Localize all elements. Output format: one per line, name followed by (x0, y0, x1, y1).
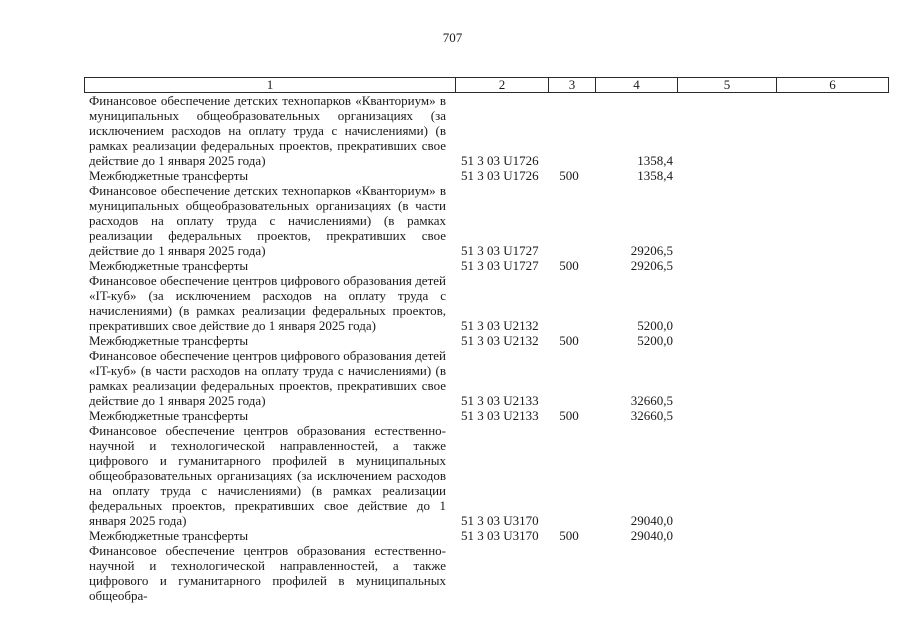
expense-code: 51 3 03 U2132 (461, 333, 539, 348)
column-6-cell (771, 408, 882, 423)
expense-code: 51 3 03 U1726 (461, 153, 539, 168)
expense-sum: 1358,4 (637, 168, 673, 183)
expense-name: Финансовое обеспечение центров цифрового образования детей «IT-куб» (за исключением расходов на оплату труда с начислениями) (в рамках реализации федеральных проектов, прекративших свое действие до 1 января 2025 года) (89, 273, 446, 333)
column-5-cell (673, 183, 771, 258)
column-6-cell (771, 183, 882, 258)
column-6-cell (771, 93, 882, 168)
expense-type: 500 (559, 258, 579, 273)
column-5-cell (673, 408, 771, 423)
expense-code: 51 3 03 U1726 (461, 168, 539, 183)
expense-sum: 5200,0 (637, 333, 673, 348)
table-row (84, 258, 882, 273)
table-row (84, 423, 882, 528)
expense-type (546, 273, 592, 333)
column-header-1: 1 (85, 78, 456, 93)
column-6-cell (771, 423, 882, 528)
column-6-cell (771, 168, 882, 183)
expense-type (546, 423, 592, 528)
expense-code: 51 3 03 U2133 (461, 408, 539, 423)
expense-sum: 29206,5 (630, 243, 673, 258)
page-number: 707 (442, 30, 463, 45)
table-row (84, 528, 882, 543)
column-5-cell (673, 348, 771, 408)
column-header-2: 2 (456, 78, 549, 93)
expense-name: Межбюджетные трансферты (89, 408, 249, 423)
table-row (84, 273, 882, 333)
expense-name: Межбюджетные трансферты (89, 528, 249, 543)
table-row (84, 543, 882, 603)
table-row (84, 183, 882, 258)
expense-code: 51 3 03 U3170 (461, 528, 539, 543)
budget-table (84, 93, 882, 603)
column-5-cell (673, 258, 771, 273)
column-5-cell (673, 93, 771, 168)
expense-type: 500 (559, 333, 579, 348)
expense-name: Финансовое обеспечение центров цифрового образования детей «IT-куб» (в части расходов на оплату труда с начислениями) (в рамках реализации федеральных проектов, прекративших свое действие до 1 января 2025 года) (89, 348, 446, 408)
expense-sum: 32660,5 (630, 408, 673, 423)
expense-sum: 1358,4 (637, 153, 673, 168)
expense-code: 51 3 03 U2132 (461, 318, 539, 333)
expense-type: 500 (559, 408, 579, 423)
table-row (84, 333, 882, 348)
expense-sum: 32660,5 (630, 393, 673, 408)
column-5-cell (673, 543, 771, 603)
expense-sum (592, 543, 673, 603)
expense-name: Межбюджетные трансферты (89, 258, 249, 273)
expense-code: 51 3 03 U2133 (461, 393, 539, 408)
column-6-cell (771, 543, 882, 603)
expense-sum: 29040,0 (630, 513, 673, 528)
expense-sum: 29040,0 (630, 528, 673, 543)
expense-code: 51 3 03 U1727 (461, 243, 539, 258)
column-header-row (84, 77, 889, 93)
expense-name: Финансовое обеспечение центров образования естественно-научной и технологической направленностей, а также цифрового и гуманитарного профилей в муниципальных общеобразовательных организациях (за исключением расходов на оплату труда с начислениями) (в рамках реализации федеральных проектов, прекративших свое действие до 1 января 2025 года) (89, 423, 446, 528)
table-row (84, 168, 882, 183)
expense-code: 51 3 03 U3170 (461, 513, 539, 528)
column-5-cell (673, 168, 771, 183)
expense-name: Межбюджетные трансферты (89, 333, 249, 348)
expense-name: Межбюджетные трансферты (89, 168, 249, 183)
expense-sum: 5200,0 (637, 318, 673, 333)
column-6-cell (771, 528, 882, 543)
column-6-cell (771, 348, 882, 408)
table-row (84, 93, 882, 168)
column-5-cell (673, 333, 771, 348)
column-5-cell (673, 423, 771, 528)
expense-type (546, 93, 592, 168)
table-row (84, 408, 882, 423)
column-5-cell (673, 528, 771, 543)
column-6-cell (771, 258, 882, 273)
expense-code (454, 543, 546, 603)
expense-code: 51 3 03 U1727 (461, 258, 539, 273)
expense-type (546, 348, 592, 408)
table-row (84, 348, 882, 408)
column-6-cell (771, 273, 882, 333)
expense-type: 500 (559, 168, 579, 183)
expense-name: Финансовое обеспечение детских технопарков «Кванториум» в муниципальных общеобразовательных организациях (в части расходов на оплату труда с начислениями) (в рамках реализации федеральных проектов, прекративших свое действие до 1 января 2025 года) (89, 183, 446, 258)
column-6-cell (771, 333, 882, 348)
column-header-6: 6 (777, 78, 889, 93)
expense-name: Финансовое обеспечение центров образования естественно-научной и технологической направленностей, а также цифрового и гуманитарного профилей в муниципальных общеобра- (89, 543, 446, 603)
expense-name: Финансовое обеспечение детских технопарков «Кванториум» в муниципальных общеобразовательных организациях (за исключением расходов на оплату труда с начислениями) (в рамках реализации федеральных проектов, прекративших свое действие до 1 января 2025 года) (89, 93, 446, 168)
expense-type: 500 (559, 528, 579, 543)
expense-sum: 29206,5 (630, 258, 673, 273)
column-header-5: 5 (678, 78, 777, 93)
column-5-cell (673, 273, 771, 333)
column-header-4: 4 (596, 78, 678, 93)
expense-type (546, 183, 592, 258)
expense-type (546, 543, 592, 603)
column-header-3: 3 (549, 78, 596, 93)
